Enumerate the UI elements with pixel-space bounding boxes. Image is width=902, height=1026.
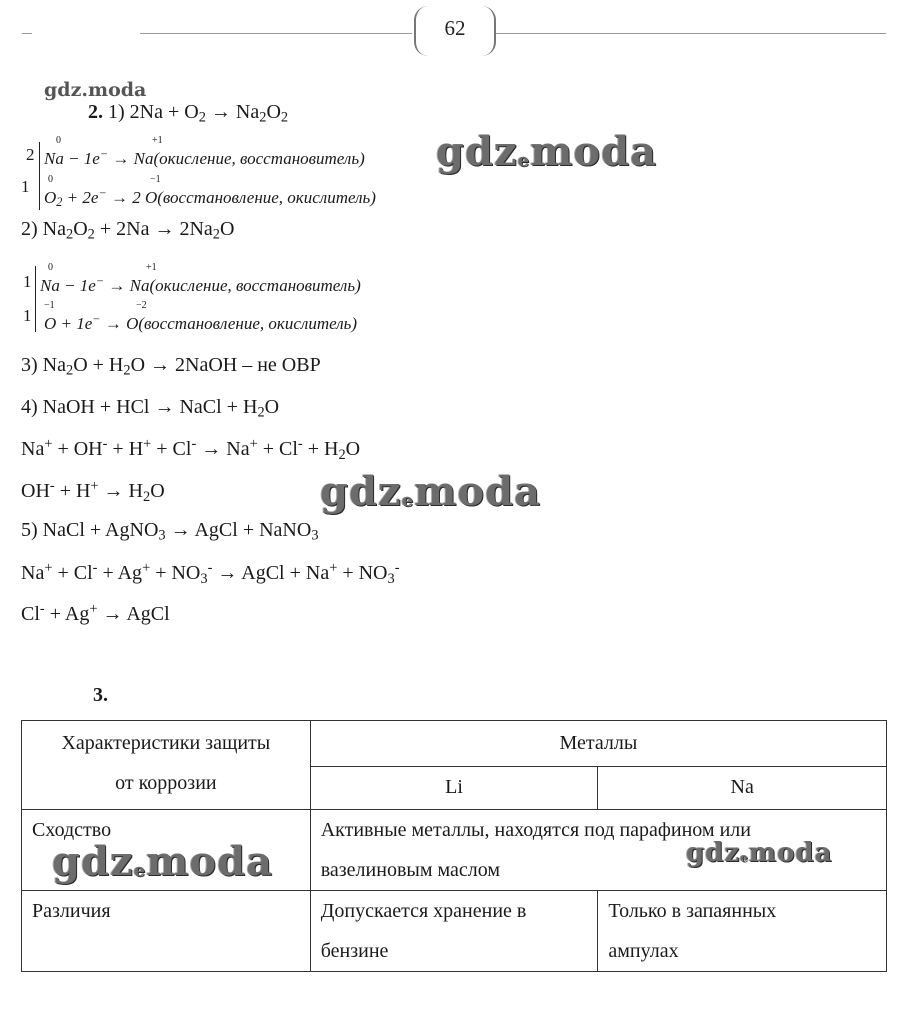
header-rule-mid: [140, 33, 412, 34]
task2-number: 2.: [88, 101, 103, 123]
task2-eq2: 2) $Na_2O_2 + 2Na \to 2Na_2O$: [21, 218, 235, 243]
balance1-coef-2: 1: [21, 177, 30, 196]
balance2-coef-2: 1: [23, 306, 32, 325]
task2-eq3: 3) $Na_2O + H_2O$ → 2NaOH – не ОВР: [21, 354, 321, 379]
header-li: Li: [310, 766, 598, 809]
balance1-coef-1: 2: [26, 145, 35, 164]
balance2-bar: [35, 266, 36, 332]
task3-number: 3.: [93, 684, 108, 706]
header-rule-left: [22, 33, 32, 34]
row-differences-li: Допускается хранение в бензине: [310, 891, 598, 972]
task2-eq4: 4) NaOH + HCl → NaCl + $H_2O$: [21, 396, 280, 421]
task2-eq1: 2. 1) $2Na + O_2 \to Na_2O_2$: [88, 101, 289, 126]
balance2-coef-1: 1: [23, 272, 32, 291]
watermark-4: gdzemoda: [686, 838, 833, 868]
watermark-3: gdzemoda: [52, 838, 273, 885]
row-similarity-label: Сходство: [22, 810, 311, 891]
header-na: Na: [598, 766, 887, 809]
table-row: [22, 891, 887, 972]
task2-eq4-ionic: $Na^+ + OH^- + H^+ + Cl^- \to Na^+ + Cl^- + H_2O$: [21, 436, 361, 463]
balance1-row1: 0 Na − 1e− → +1 Na(окисление, восстановитель): [44, 135, 365, 169]
row-differences-label: Различия: [22, 891, 311, 972]
header-rule-right: [494, 33, 886, 34]
balance2-row2: −1 O + 1e− → −2 O(восстановление, окислитель): [44, 300, 358, 334]
task2-eq5-short: Cl- + Ag+ → AgCl: [21, 601, 170, 626]
task2-eq5: 5) NaCl + AgNO$_3$ → AgCl + NaNO$_3$: [21, 519, 319, 544]
task2-eq5-ionic: $Na^+ + Cl^- + Ag^+ + NO_3^-$ → AgCl + $Na^+ + NO_3^-$: [21, 560, 400, 587]
balance1-bar: [39, 142, 40, 210]
header-metals: Металлы: [310, 721, 886, 767]
table-row: [22, 721, 887, 767]
row-differences-na: Только в запаянных ампулах: [598, 891, 887, 972]
watermark-small-top: gdz.moda: [44, 79, 147, 101]
row-similarity-value: Активные металлы, находятся под парафином или вазелиновым маслом: [310, 810, 886, 891]
balance1-row2: 0 $O_2 + 2e^- \to 2$ −1 O(восстановление, окислитель): [44, 174, 376, 210]
header-characteristics: Характеристики защиты от коррозии: [22, 721, 311, 810]
page-number: 62: [414, 6, 496, 56]
watermark-2: gdzemoda: [320, 468, 541, 515]
task2-eq4-short: $OH^- + H^+ \to H_2O$: [21, 478, 165, 505]
balance2-row1: 0 Na − 1e− → +1 Na(окисление, восстановитель): [40, 262, 361, 296]
watermark-1: gdzemoda: [436, 128, 657, 175]
